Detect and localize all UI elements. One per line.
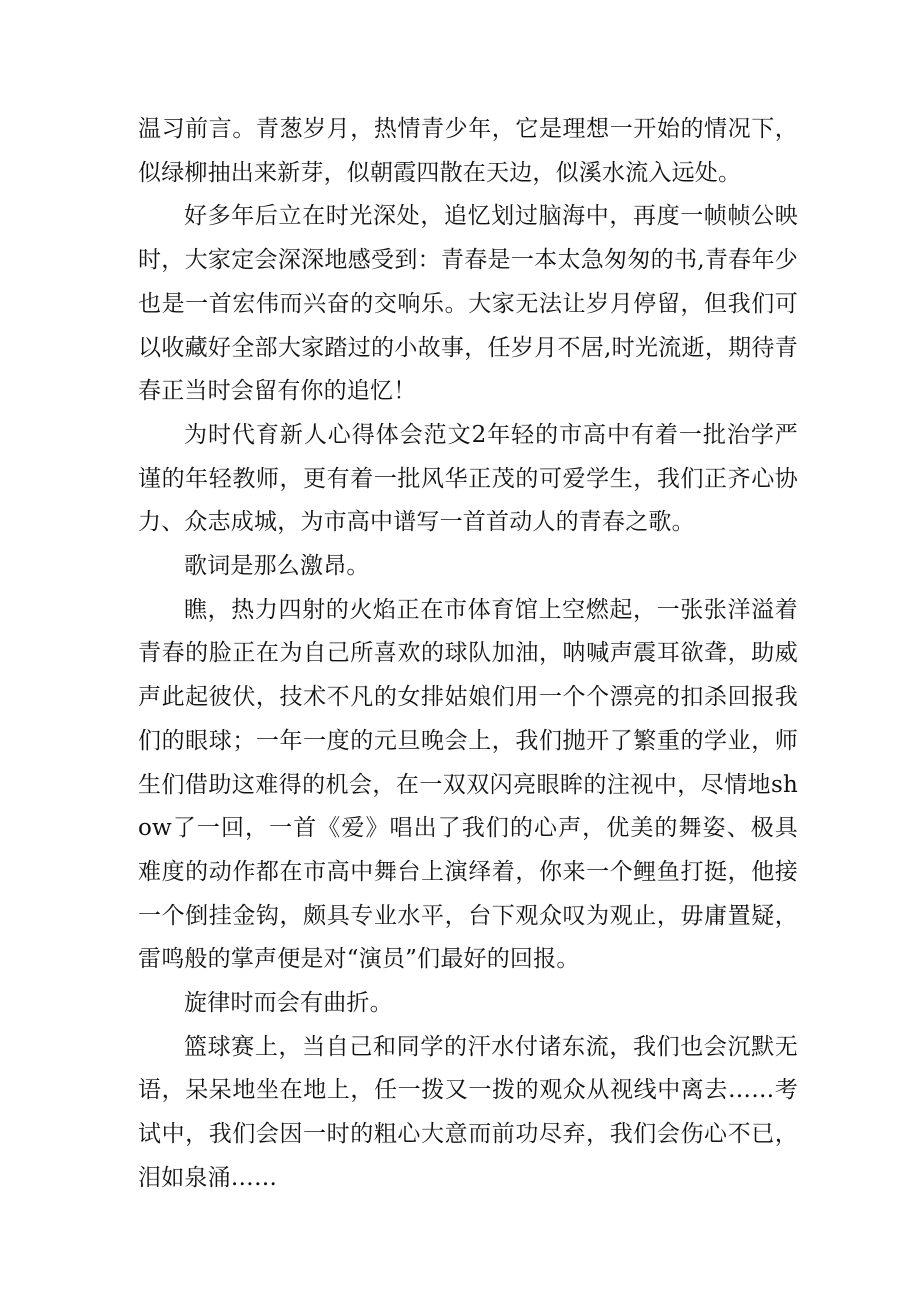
document-body xyxy=(138,108,798,1201)
paragraph-5: 瞧，热力四射的火焰正在市体育馆上空燃起，一张张洋溢着青春的脸正在为自己所喜欢的球队加油，呐喊声震耳欲聋，助威声此起彼伏，技术不凡的女排姑娘们用一个个漂亮的扣杀回报我们的眼球；一年一度的元旦晚会上，我们抛开了繁重的学业，师生们借助这难得的机会，在一双双闪亮眼眸的注视中，尽情地show了一回，一首《爱》唱出了我们的心声，优美的舞姿、极具难度的动作都在市高中舞台上演绎着，你来一个鲤鱼打挺，他接一个倒挂金钩，颇具专业水平，台下观众叹为观止，毋庸置疑，雷鸣般的掌声便是对“演员”们最好的回报。 xyxy=(138,596,798,973)
paragraph-2: 好多年后立在时光深处，追忆划过脑海中，再度一帧帧公映时，大家定会深深地感受到：青春是一本太急匆匆的书,青春年少也是一首宏伟而兴奋的交响乐。大家无法让岁月停留，但我们可以收藏好全部大家踏过的小故事，任岁月不居,时光流逝，期待青春正当时会留有你的追忆！ xyxy=(138,203,798,405)
paragraph-3: 为时代育新人心得体会范文2年轻的市高中有着一批治学严谨的年轻教师，更有着一批风华正茂的可爱学生，我们正齐心协力、众志成城，为市高中谱写一首首动人的青春之歌。 xyxy=(138,421,798,536)
paragraph-7: 篮球赛上，当自己和同学的汗水付诸东流，我们也会沉默无语，呆呆地坐在地上，任一拨又一拨的观众从视线中离去……考试中，我们会因一时的粗心大意而前功尽弃，我们会伤心不已，泪如泉涌…… xyxy=(138,1033,798,1191)
paragraph-1: 温习前言。青葱岁月，热情青少年，它是理想一开始的情况下，似绿柳抽出来新芽，似朝霞四散在天边，似溪水流入远处。 xyxy=(138,116,798,186)
paragraph-6: 旋律时而会有曲折。 xyxy=(184,990,393,1017)
paragraph-4: 歌词是那么激昂。 xyxy=(184,553,370,580)
